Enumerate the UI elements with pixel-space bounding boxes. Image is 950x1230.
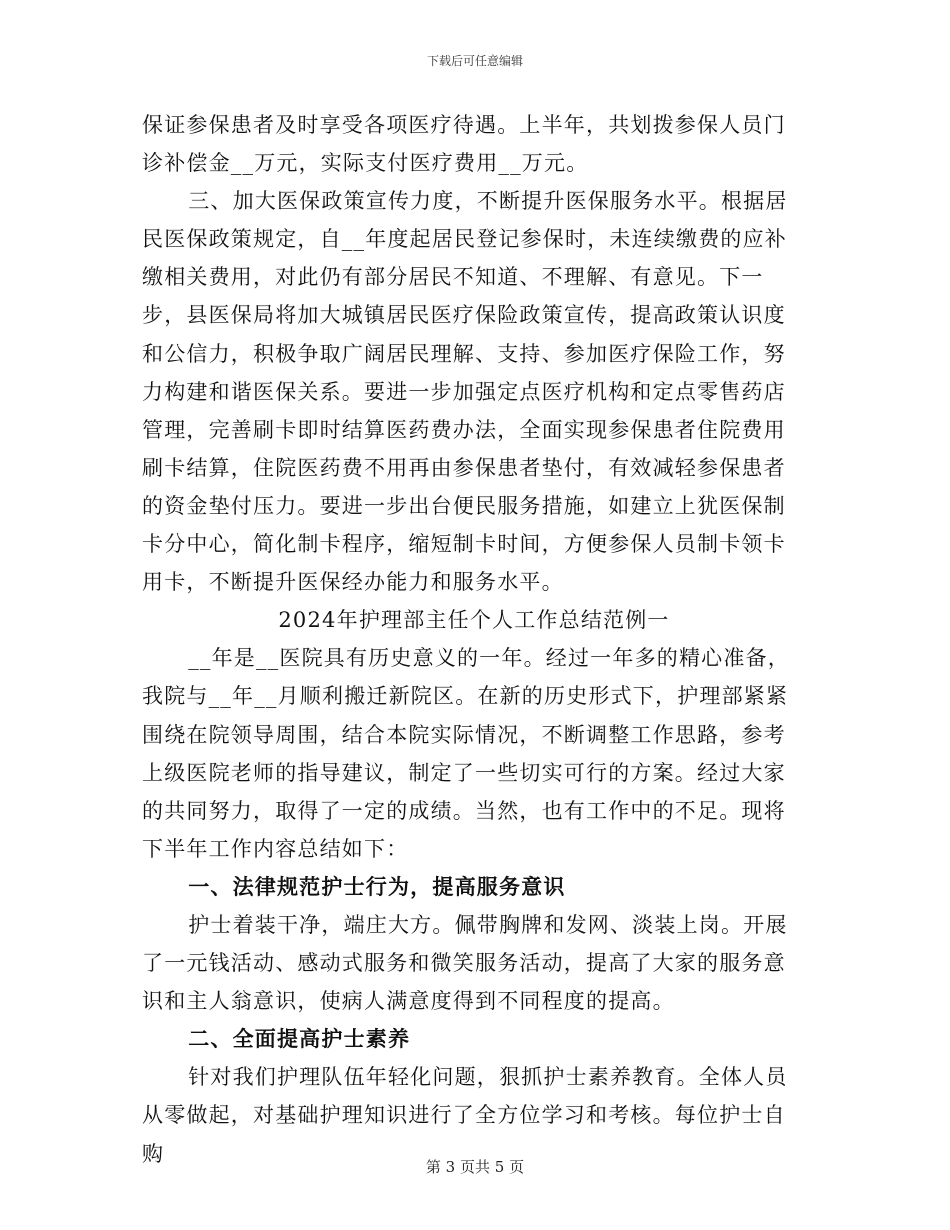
section-body-2: 针对我们护理队伍年轻化问题，狠抓护士素养教育。全体人员从零做起，对基础护理知识进行了全方位学习和考核。每位护士自购	[142, 1065, 788, 1166]
section-heading-2: 二、全面提高护士素养	[188, 1026, 411, 1052]
section-heading-1: 一、法律规范护士行为，提高服务意识	[188, 873, 566, 899]
paragraph-continuation: 保证参保患者及时享受各项医疗待遇。上半年，共划拨参保人员门诊补偿金__万元，实际支付医疗费用__万元。	[142, 113, 786, 176]
document-title: 2024年护理部主任个人工作总结范例一	[278, 608, 670, 633]
paragraph-policy-promotion: 三、加大医保政策宣传力度，不断提升医保服务水平。根据居民医保政策规定，自__年度起居民登记参保时，未连续缴费的应补缴相关费用，对此仍有部分居民不知道、不理解、有意见。下一步，县医保局将加大城镇居民医疗保险政策宣传，提高政策认识度和公信力，积极争取广阔居民理解、支持、参加医疗保险工作，努力构建和谐医保关系。要进一步加强定点医疗机构和定点零售药店管理，完善刷卡即时结算医药费办法，全面实现参保患者住院费用刷卡结算，住院医药费不用再由参保患者垫付，有效减轻参保患者的资金垫付压力。要进一步出台便民服务措施，如建立上犹医保制卡分中心，简化制卡程序，缩短制卡时间，方便参保人员制卡领卡用卡，不断提升医保经办能力和服务水平。	[142, 189, 788, 595]
document-body	[142, 106, 806, 1173]
page-header: 下载后可任意编辑	[426, 54, 523, 68]
page-footer: 第 3 页共 5 页	[425, 1158, 525, 1176]
paragraph-intro: __年是__医院具有历史意义的一年。经过一年多的精心准备，我院与__年__月顺利搬迁新院区。在新的历史形式下，护理部紧紧围绕在院领导周围，结合本院实际情况，不断调整工作思路，参考上级医院老师的指导建议，制定了一些切实可行的方案。经过大家的共同努力，取得了一定的成绩。当然，也有工作中的不足。现将下半年工作内容总结如下：	[142, 646, 790, 861]
section-body-1: 护士着装干净，端庄大方。佩带胸牌和发网、淡装上岗。开展了一元钱活动、感动式服务和微笑服务活动，提高了大家的服务意识和主人翁意识，使病人满意度得到不同程度的提高。	[142, 912, 788, 1014]
